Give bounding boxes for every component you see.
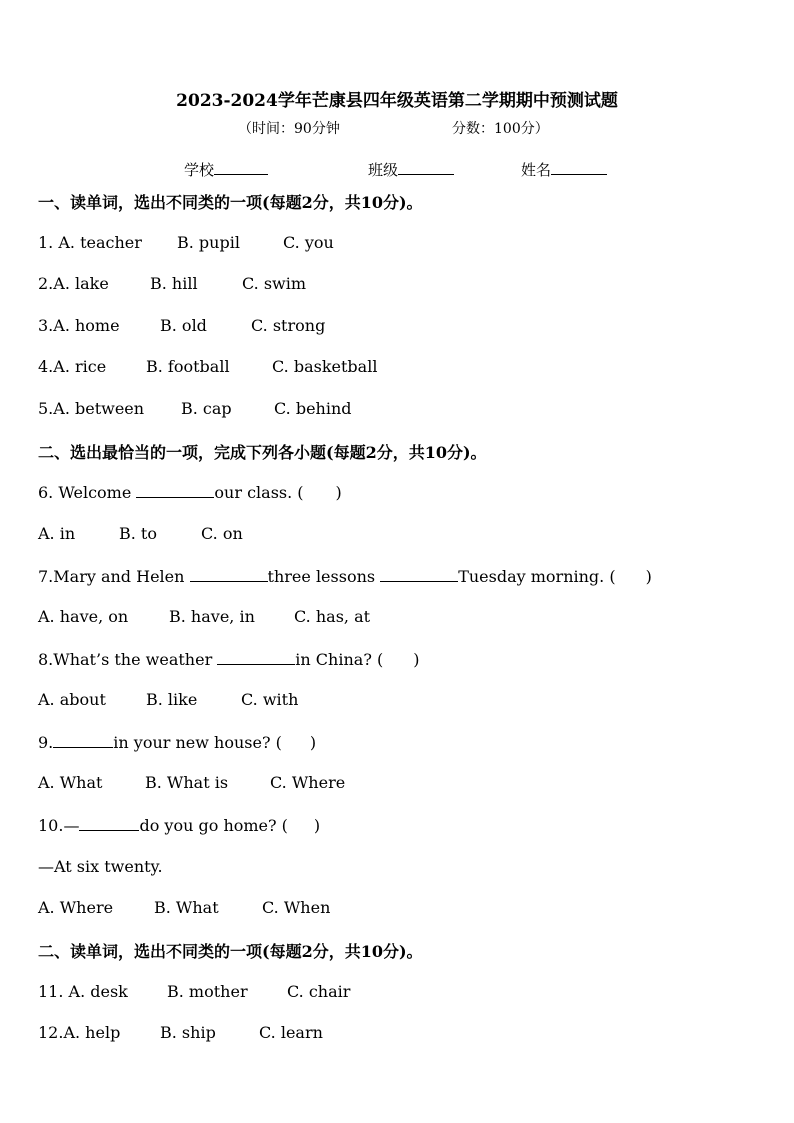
q7-blank-1[interactable] — [190, 566, 268, 582]
q10-option-b: B. What — [154, 898, 219, 917]
q8-blank[interactable] — [217, 649, 295, 665]
q3-option-b: B. old — [160, 316, 207, 335]
q11-option-c: C. chair — [287, 982, 351, 1001]
q6-option-b: B. to — [119, 524, 157, 543]
q6-option-a: A. in — [38, 524, 76, 543]
question-2 — [38, 274, 306, 293]
question-10 — [38, 815, 320, 835]
q11-option-b: B. mother — [167, 982, 248, 1001]
q4-option-a: 4.A. rice — [38, 357, 107, 376]
class-blank[interactable] — [398, 160, 454, 175]
page-title: 2023-2024学年芒康县四年级英语第二学期期中预测试题 — [176, 91, 618, 111]
q8-option-c: C. with — [241, 690, 299, 709]
question-7-options — [38, 607, 370, 626]
question-10-options — [38, 898, 330, 917]
q7-text-mid: three lessons — [267, 567, 381, 586]
question-9-options — [38, 773, 345, 792]
question-3 — [38, 316, 325, 335]
q2-option-b: B. hill — [150, 274, 198, 293]
exam-time: （时间：90分钟 — [238, 121, 340, 137]
q10-option-a: A. Where — [38, 898, 114, 917]
question-1 — [38, 233, 334, 252]
q7-text-after: Tuesday morning. ( — [458, 567, 616, 586]
q8-option-b: B. like — [146, 690, 198, 709]
q6-text-after: our class. ( — [214, 483, 304, 502]
q10-blank[interactable] — [79, 815, 139, 831]
q5-option-a: 5.A. between — [38, 399, 145, 418]
q10-option-c: C. When — [262, 898, 331, 917]
q8-text-after: in China? ( — [295, 650, 384, 669]
q11-option-a: 11. A. desk — [38, 982, 128, 1001]
class-label: 班级 — [368, 161, 399, 179]
question-9 — [38, 732, 316, 752]
q12-option-c: C. learn — [259, 1023, 323, 1042]
q7-option-a: A. have, on — [38, 607, 129, 626]
question-6-options — [38, 524, 243, 543]
q9-option-a: A. What — [38, 773, 103, 792]
q8-text-before: 8.What’s the weather — [38, 650, 218, 669]
section-heading-2: 二、选出最恰当的一项，完成下列各小题(每题2分，共10分)。 — [38, 443, 487, 462]
question-12 — [38, 1023, 323, 1042]
question-7 — [38, 566, 652, 586]
exam-score: 分数：100分） — [452, 121, 549, 137]
question-6 — [38, 482, 342, 502]
q7-blank-2[interactable] — [380, 566, 458, 582]
q2-option-a: 2.A. lake — [38, 274, 109, 293]
q6-text-before: 6. Welcome — [38, 483, 137, 502]
question-8 — [38, 649, 419, 669]
q10-paren-close: ) — [313, 816, 321, 835]
q5-option-b: B. cap — [181, 399, 232, 418]
q9-option-c: C. Where — [270, 773, 346, 792]
q1-option-a: 1. A. teacher — [38, 233, 142, 252]
q3-option-a: 3.A. home — [38, 316, 120, 335]
q9-text-before: 9. — [38, 733, 54, 752]
q9-blank[interactable] — [53, 732, 113, 748]
name-field — [521, 159, 607, 180]
school-field — [184, 159, 268, 180]
q9-text-after: in your new house? ( — [113, 733, 282, 752]
q1-option-b: B. pupil — [177, 233, 240, 252]
q6-blank[interactable] — [136, 482, 214, 498]
q6-paren-close: ) — [335, 483, 342, 502]
question-4 — [38, 357, 377, 376]
q8-option-a: A. about — [38, 690, 106, 709]
q10-text-after: do you go home? ( — [139, 816, 288, 835]
name-label: 姓名 — [521, 161, 552, 179]
q7-text-before: 7.Mary and Helen — [38, 567, 190, 586]
q7-option-b: B. have, in — [169, 607, 255, 626]
name-blank[interactable] — [551, 160, 607, 175]
q9-option-b: B. What is — [145, 773, 229, 792]
q3-option-c: C. strong — [251, 316, 326, 335]
q10-text-before: 10.— — [38, 816, 80, 835]
q1-option-c: C. you — [283, 233, 334, 252]
q7-option-c: C. has, at — [294, 607, 371, 626]
q8-paren-close: ) — [413, 650, 420, 669]
question-11 — [38, 982, 350, 1001]
q4-option-c: C. basketball — [272, 357, 378, 376]
q4-option-b: B. football — [146, 357, 230, 376]
q7-paren-close: ) — [645, 567, 652, 586]
question-5 — [38, 399, 352, 418]
q12-option-a: 12.A. help — [38, 1023, 121, 1042]
q9-paren-close: ) — [309, 733, 317, 752]
question-8-options — [38, 690, 298, 709]
class-field — [368, 159, 454, 180]
q12-option-b: B. ship — [160, 1023, 216, 1042]
q5-option-c: C. behind — [274, 399, 352, 418]
section-heading-3: 二、读单词，选出不同类的一项(每题2分，共10分)。 — [38, 942, 423, 961]
school-label: 学校 — [184, 161, 215, 179]
school-blank[interactable] — [214, 160, 268, 175]
section-heading-1: 一、读单词，选出不同类的一项(每题2分，共10分)。 — [38, 193, 423, 212]
q6-option-c: C. on — [201, 524, 243, 543]
q2-option-c: C. swim — [242, 274, 307, 293]
question-10-reply: —At six twenty. — [38, 857, 163, 876]
